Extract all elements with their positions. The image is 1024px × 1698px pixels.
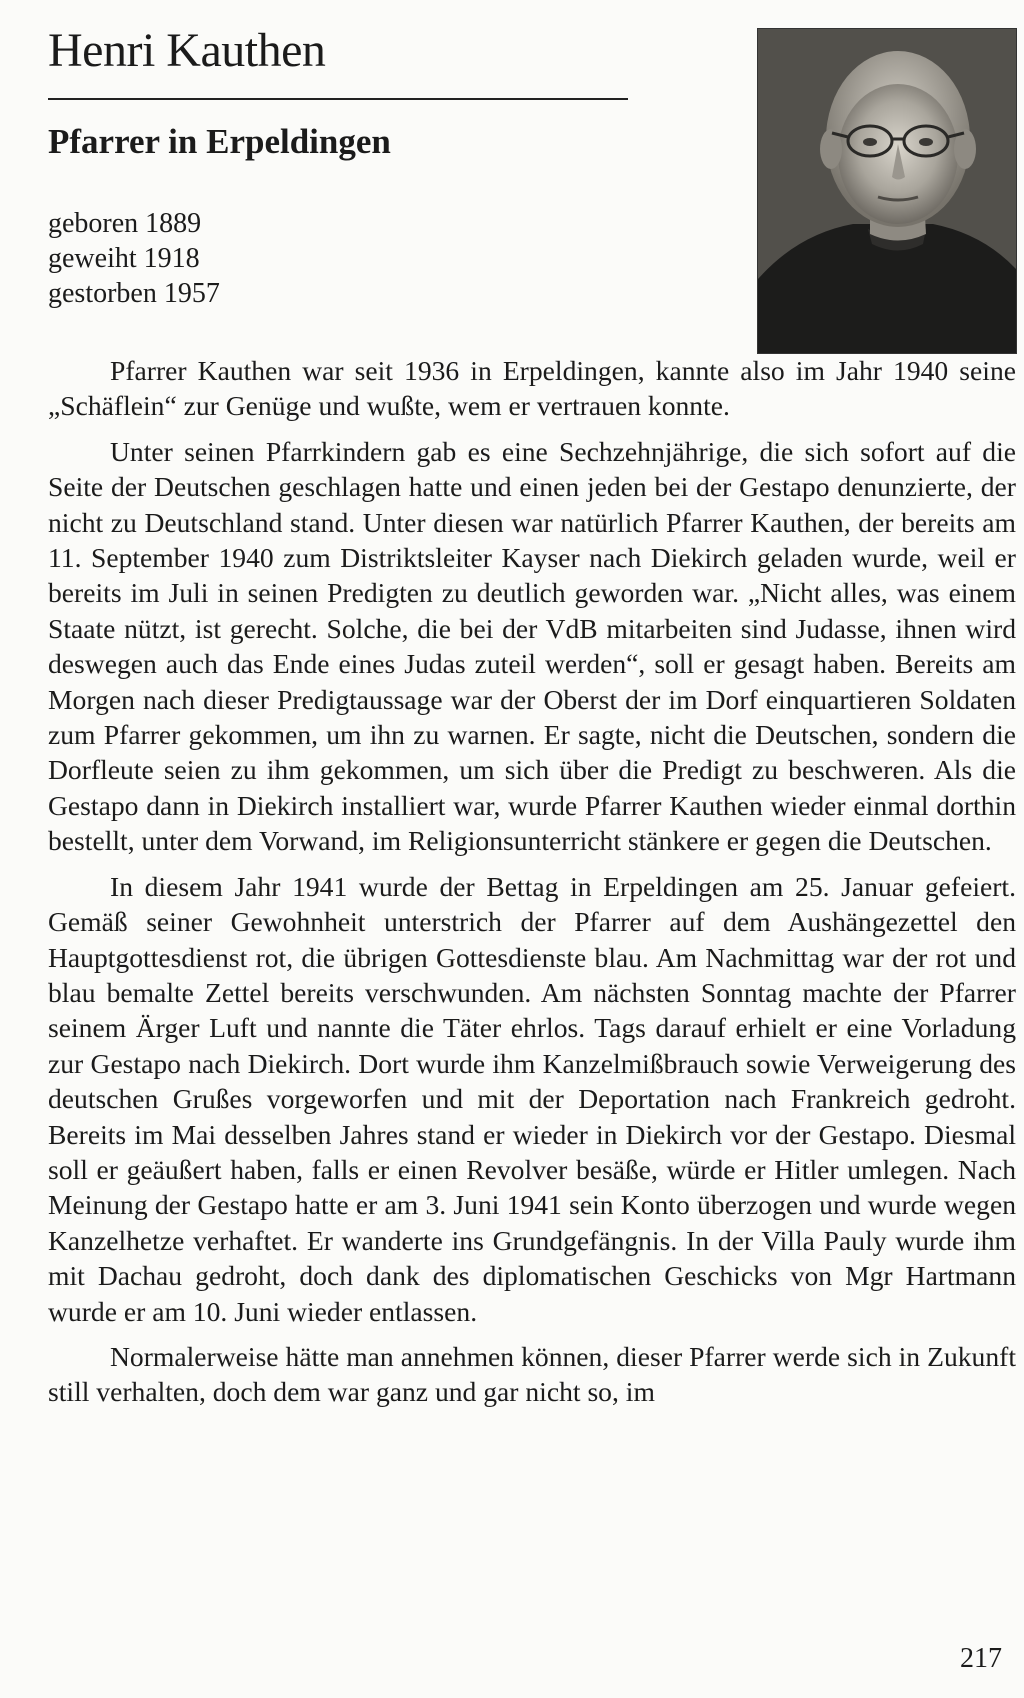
life-dates (48, 206, 220, 311)
paragraph: Pfarrer Kauthen war seit 1936 in Erpeldingen, kannte also im Jahr 1940 seine „Schäflein“ zur Genüge und wußte, wem er vertrauen konnte. (48, 355, 1016, 422)
paragraph: Unter seinen Pfarrkindern gab es eine Sechzehnjährige, die sich sofort auf die Seite der Deutschen geschlagen hatte und einen jeden bei der Gestapo denunzierte, der nicht zu Deutschland stand. Unter diesen war natürlich Pfarrer Kauthen, der bereits am 11. September 1940 zum Distriktsleiter Kayser nach Diekirch geladen wurde, weil er bereits im Juli in seinen Predigten zu deutlich geworden war. „Nicht alles, was einem Staate nützt, ist gerecht. Solche, die bei der VdB mitarbeiten sind Judasse, ihnen wird deswegen auch das Ende eines Judas zuteil werden“, soll er gesagt haben. Bereits am Morgen nach dieser Predigtaussage war der Oberst der im Dorf einquartieren Soldaten zum Pfarrer gekommen, um ihn zu warnen. Er sagte, nicht die Deutschen, sondern die Dorfleute seien zu ihm gekommen, um sich über die Predigt zu beschweren. Als die Gestapo dann in Diekirch installiert war, wurde Pfarrer Kauthen wieder einmal dorthin bestellt, unter dem Vorwand, im Religionsunterricht stänkere er gegen die Deutschen. (48, 435, 1016, 857)
death-date: gestorben 1957 (48, 278, 220, 309)
paragraph: In diesem Jahr 1941 wurde der Bettag in Erpeldingen am 25. Januar gefeiert. Gemäß seiner Gewohnheit unterstrich der Pfarrer auf dem Aushängezettel den Hauptgottesdienst rot, die übrigen Gottesdienste blau. Am Nachmittag war der rot und blau bemalte Zettel bereits verschwunden. Am nächsten Sonntag machte der Pfarrer seinem Ärger Luft und nannte die Täter ehrlos. Tags darauf erhielt er eine Vorladung zur Gestapo nach Diekirch. Dort wurde ihm Kanzelmißbrauch sowie Verweigerung des deutschen Grußes vorgeworfen und mit der Deportation nach Frankreich gedroht. Bereits im Mai desselben Jahres stand er wieder in Diekirch vor der Gestapo. Diesmal soll er geäußert haben, falls er einen Revolver besäße, würde er Hitler umlegen. Nach Meinung der Gestapo hatte er am 3. Juni 1941 sein Konto überzogen und wurde wegen Kanzelhetze verhaftet. Er wanderte ins Grundgefängnis. In der Villa Pauly wurde ihm mit Dachau gedroht, doch dank des diplomatischen Geschicks von Mgr Hartmann wurde er am 10. Juni wieder entlassen. (48, 870, 1016, 1327)
portrait-photo (757, 28, 1017, 354)
paragraph: Normalerweise hätte man annehmen können, dieser Pfarrer werde sich in Zukunft still verhalten, doch dem war ganz und gar nicht so, im (48, 1340, 1016, 1408)
article-body (48, 353, 1016, 1420)
portrait-icon (758, 29, 1016, 353)
biography-header (48, 22, 738, 309)
page-number: 217 (960, 1643, 1002, 1674)
person-role: Pfarrer in Erpeldingen (48, 122, 391, 161)
birth-date: geboren 1889 (48, 208, 202, 239)
person-name: Henri Kauthen (48, 24, 326, 77)
ordination-date: geweiht 1918 (48, 243, 200, 274)
title-underline (48, 98, 628, 100)
